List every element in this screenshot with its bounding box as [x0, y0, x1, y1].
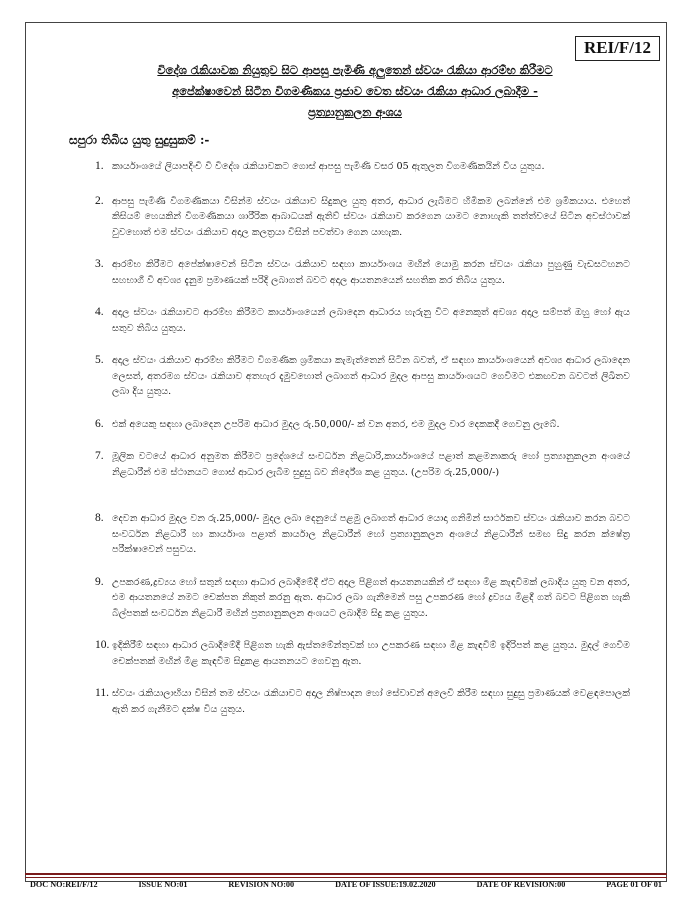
requirement-number: 6.: [95, 417, 104, 430]
footer-issue-no: ISSUE NO:01: [138, 880, 188, 889]
footer-divider: [25, 873, 667, 875]
title-line-1: විදේශ රැකියාවක නියුතුව සිට ආපසු පැමිණි අලුතෙන් ස්වයං රැකියා ආරම්භ කිරීමට: [157, 63, 553, 77]
qualifications-heading: සපුරා තිබිය යුතු සුදුසුකම් :-: [69, 133, 210, 147]
requirement-number: 11.: [95, 687, 109, 699]
requirement-text: උපකරණ,ද්‍රව්‍යය හෝ සතුන් සඳහා ආධාර ලබාදීමේදී ඒට අදාල පිළිගත් ආයතනයකින් ඒ සඳහා මිළ කැඳවීමක් ලබාදිය යුතු වන අතර, එම ආයතනයේ නමට චෙක්පත නිකුත් කරනු ඇත. ආධාර ලබා ගැනීමෙන් පසු උපකරණ හෝ ද්‍රව්‍යය මිළදී ගත් බවට පිළිගත හැකි බිල්පතක් සංවර්ධන නිළධාරී මඟින් ප්‍රත්‍යානුකලන අංශයට ලබාදීම සිදු කළ යුතුය.: [112, 576, 630, 619]
requirement-item-3: [82, 257, 630, 288]
requirement-item-9: [82, 575, 630, 622]
requirement-number: 10.: [95, 639, 110, 651]
document-code-box: REI/F/12: [575, 36, 660, 61]
title-line-2: අපේක්ෂාවෙන් සිටින විගමණිකය ප්‍රජාව වෙත ස්වයං රැකියා ආධාර ලබාදීම -: [172, 84, 538, 98]
requirement-number: 9.: [95, 575, 104, 588]
requirement-item-4: [82, 305, 630, 336]
requirement-text: ස්වයං රැකියාලාභියා විසින් තම ස්වයං රැකියාවට අදාල නිෂ්පාදන හෝ සේවාවන් අලෙවි කිරීම සඳහා සුදුසු ප්‍රමාණයක් වෙළඳපොලක් ඇති කර ගැනීමට දක්ෂ විය යුතුය.: [112, 688, 630, 715]
requirement-number: 3.: [95, 258, 104, 270]
footer-page: PAGE 01 OF 01: [606, 880, 662, 889]
requirement-text: දෙවන ආධාර මුදල වන රු.25,000/- මුදල ලබා දෙනුයේ පළමු ලබාගත් ආධාර යොදා ගනිමින් සාර්ථකව ස්වයං රැකියාව කරන බවට සංවර්ධන නිළධාරී හා කාර්යාංශ පළාත් කාර්යාල නිළධාරීන් හෝ ප්‍රත්‍යානුකලන අංශයේ නිළධාරීන් සමඟ සිදු කරන ක්ෂේත්‍ර පරීක්ෂාවෙන් පසුවය.: [112, 513, 630, 555]
requirement-item-5: [82, 353, 630, 400]
requirement-item-7: [82, 449, 630, 480]
requirement-item-2: [82, 194, 630, 241]
title-line-3: ප්‍රත්‍යානුකලන අංශය: [308, 105, 402, 119]
requirements-list: [82, 159, 630, 717]
requirement-number: 8.: [95, 512, 104, 524]
requirement-item-8: [82, 511, 630, 558]
footer-divider: [25, 877, 667, 878]
requirement-text: එක් අයෙකු සඳහා ලබාදෙන උපරිම ආධාර මුදල රු.50,000/- ක් වන අතර, එම මුදල වාර දෙකකදී ගෙවනු ලැබේ.: [112, 418, 560, 430]
document-footer: [30, 880, 662, 889]
requirement-item-1: [82, 159, 630, 175]
footer-revision-no: REVISION NO:00: [228, 880, 295, 889]
requirement-number: 7.: [95, 450, 104, 462]
requirement-text: ඉදිකිරීම් සඳහා ආධාර ලබාදීමේදී පිළිගත හැකි ඇස්තමේන්තුවක් හා උපකරණ සඳහා මිළ කැඳවීම් ඉදිරිපත් කළ යුතුය. මුදල් ගෙවීම චෙක්පතක් මඟින් මිළ කැඳවීම සිදුකළ ආයතනයට ගෙවනු ඇත.: [112, 640, 630, 667]
footer-date-of-revision: DATE OF REVISION:00: [476, 880, 566, 889]
footer-doc-no: DOC NO:REI/F/12: [30, 880, 98, 889]
requirement-number: 5.: [95, 354, 104, 366]
requirement-text: අදාල ස්වයං රැකියාව ආරම්භ කිරීමට විගමණික ශ්‍රමිකයා කැමැත්තෙන් සිටින බවත්, ඒ සඳහා කාර්යාංශයෙන් අවශ්‍ය ආධාර ලබාදෙන ලෙසත්, අතරමග ස්වයං රැකියාව අතහැර දැමුවහොත් ලබාගත් ආධාර මුදල ආපසු කාර්යාංශයට ගෙවීමට එකඟවන බවටත් ලිඛිතව ලබා දිය යුතුය.: [112, 355, 630, 397]
document-title: [60, 60, 650, 123]
requirement-number: 4.: [95, 306, 104, 318]
requirement-text: ආරම්භ කිරීමට අපේක්ෂාවෙන් සිටින ස්වයං රැකියාව සඳහා කාර්යාංශය මඟින් යොමු කරන ස්වයං රැකියා පුහුණු වැඩසටහනට සහභාගී වී අවශ්‍ය දැනුම ප්‍රමාණයක් පරිදි ලබාගත් බවට අදාල ආයතනයෙන් සහතික කර තිබිය යුතුය.: [112, 259, 630, 286]
footer-date-of-issue: DATE OF ISSUE:19.02.2020: [335, 880, 436, 889]
requirement-text: අදාල ස්වයං රැකියාවට ආරම්භ කිරීමට කාර්යාංශයෙන් ලබාදෙන ආධාරය හැරුනු විට අනෙකුත් අවශ්‍ය අදාල සම්පත් ඔහු හෝ ඇය සතුව තිබිය යුතුය.: [112, 307, 630, 334]
requirement-item-6: [82, 417, 630, 433]
requirement-item-10: [82, 638, 630, 669]
requirement-item-11: [82, 686, 630, 717]
requirement-number: 2.: [95, 194, 104, 207]
requirement-text: කාර්යාංශයේ ලියාපදිංචි වී විදේශ රැකියාවකට ගොස් ආපසු පැමිණි වසර 05 ඇතුලත විගමණිකයින් විය යුතුය.: [112, 161, 545, 172]
requirement-text: ආපසු පැමිණි විගමණිකයා විසින්ම ස්වයං රැකියාව සිදුකල යුතු අතර, ආධාර ලැබීමට හිමිකම ලබන්නේ එම ශ්‍රමිකයාය. එහෙත් කිසියම් හෙයකින් විගමණිකයා ශාරීරික ආබාධයක් ඇතිව් ස්වයං රැකියාව කරගෙන යාමට නොහැකි තත්ත්වයේ සිටින අවස්ථාවක් වුවහොත් එම ස්වයං රැකියාව අදාල කලත්‍රයා විසින් පවත්වා ගෙන යාහැක.: [112, 195, 630, 238]
requirement-text: මූලික වටයේ ආධාර අනුමත කිරීමට ප්‍රදේශයේ සංවර්ධන නිළධාරි,කාර්යාංශයේ පළාත් කළමනාකරු හෝ ප්‍රත්‍යානුකලන අංශයේ නිළධාරීන් එම ස්ථානයට ගොස් ආධාර ලැබීම සුදුසු බව නිර්දේශ කළ යුතුය. (උපරිම රු.25,000/-): [112, 451, 630, 478]
requirement-number: 1.: [95, 160, 104, 172]
